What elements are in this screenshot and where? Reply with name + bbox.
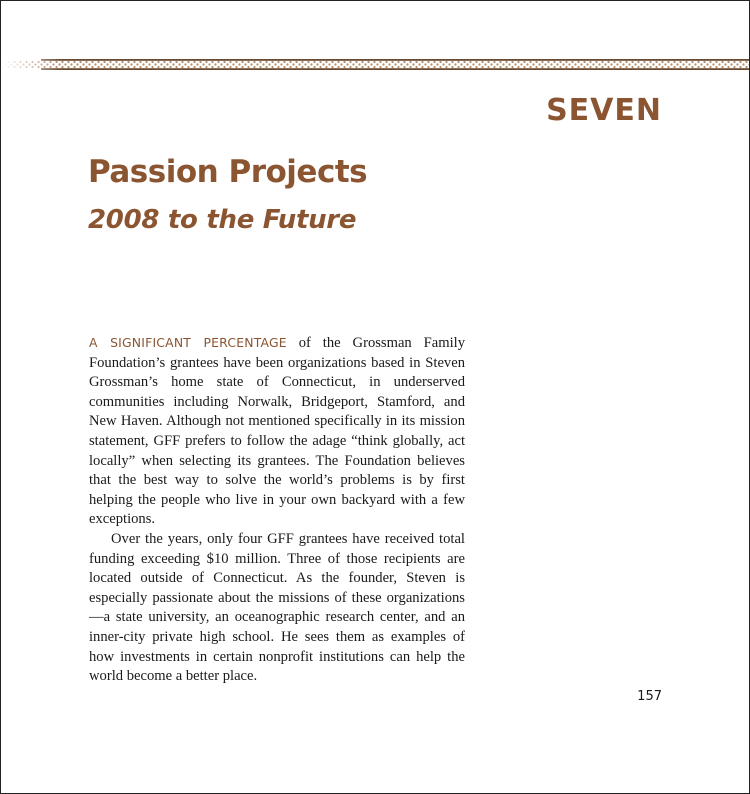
decorative-header-rule	[1, 59, 749, 70]
body-paragraph-2: Over the years, only four GFF grantees have received total funding exceeding $10 million. Three of those recipients are located outside of Connecticut. As the founder, Steven is especially passionate about the missions of these organizations—a state university, an oceanographic research center, and an inner-city private high school. He sees them as examples of how investments in certain nonprofit institutions can help the world become a better place.	[89, 530, 465, 685]
paragraph-1-text: of the Grossman Family Foundation’s grantees have been organizations based in Steven Grossman’s home state of Connecticut, in underserved communities including Norwalk, Bridgeport, Stamford, and New Haven. Although not mentioned specifically in its mission statement, GFF prefers to follow the adage “think globally, act locally” when selecting its grantees. The Foundation believes that the best way to solve the world’s problems is by first helping the people who live in your own backyard with a few exceptions.	[89, 335, 465, 528]
chapter-subtitle: 2008 to the Future	[88, 205, 357, 235]
chapter-body	[89, 333, 465, 687]
chapter-number-label: SEVEN	[546, 93, 662, 128]
page-number: 157	[637, 689, 662, 704]
paragraph-lead-in: A SIGNIFICANT PERCENTAGE	[89, 335, 287, 350]
body-paragraph-1	[89, 333, 465, 530]
chapter-title: Passion Projects	[88, 154, 368, 190]
